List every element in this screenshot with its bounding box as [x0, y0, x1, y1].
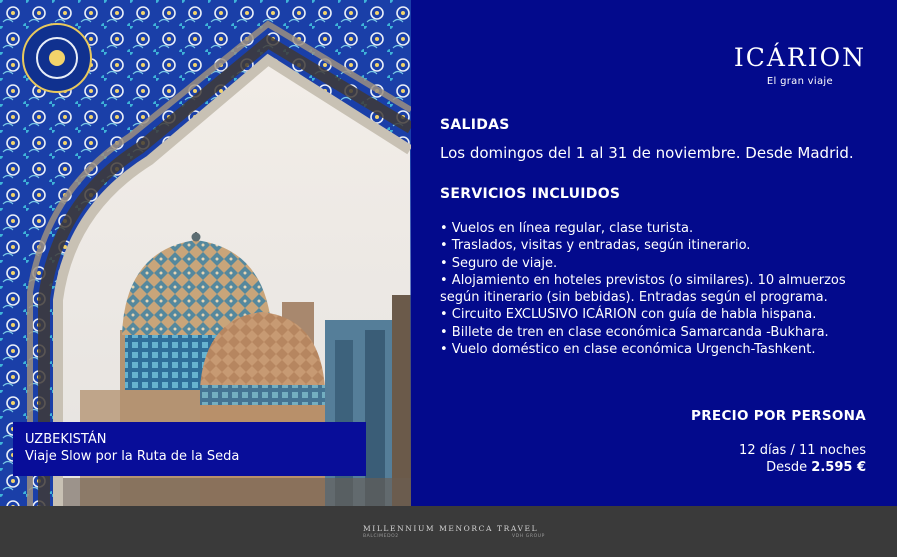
service-item: • Vuelos en línea regular, clase turista. — [440, 221, 694, 236]
caption-country: UZBEKISTÁN — [25, 432, 107, 447]
salidas-heading: SALIDAS — [440, 117, 510, 133]
footer-logo: MILLENNIUM MENORCA TRAVEL — [363, 524, 539, 533]
service-item: • Alojamiento en hoteles previstos (o similares). 10 almuerzos según itinerario (sin bebidas). Entradas según el programa. — [440, 272, 846, 306]
price-amount: 2.595 € — [811, 460, 866, 475]
service-item: • Billete de tren en clase económica Samarcanda -Bukhara. — [440, 324, 829, 340]
service-item: • Circuito EXCLUSIVO ICÁRION con guía de habla hispana. — [440, 307, 817, 323]
caption-title: Viaje Slow por la Ruta de la Seda — [25, 449, 240, 464]
destination-caption — [13, 422, 366, 476]
price-duration: 12 días / 11 noches — [739, 443, 866, 458]
services-heading: SERVICIOS INCLUIDOS — [440, 186, 621, 202]
brand-logo — [734, 44, 866, 87]
service-item: • Traslados, visitas y entradas, según itinerario. — [440, 238, 751, 254]
brand-name: ICÁRION — [733, 43, 866, 72]
services-list — [440, 220, 880, 358]
info-panel — [411, 0, 897, 506]
price-from-label: Desde — [766, 460, 808, 475]
price-from — [766, 460, 866, 475]
footer-group: VDH GROUP — [512, 534, 545, 539]
service-item: • Vuelo doméstico en clase económica Urgench-Tashkent. — [440, 342, 816, 358]
salidas-text: Los domingos del 1 al 31 de noviembre. Desde Madrid. — [440, 144, 854, 162]
brand-tagline: El gran viaje — [766, 76, 833, 87]
footer — [0, 506, 897, 557]
footer-code: BALCIMEDO2 — [363, 534, 399, 539]
photo-samarkand — [0, 0, 411, 506]
service-item: • Seguro de viaje. — [440, 255, 558, 271]
price-heading: PRECIO POR PERSONA — [691, 408, 866, 424]
